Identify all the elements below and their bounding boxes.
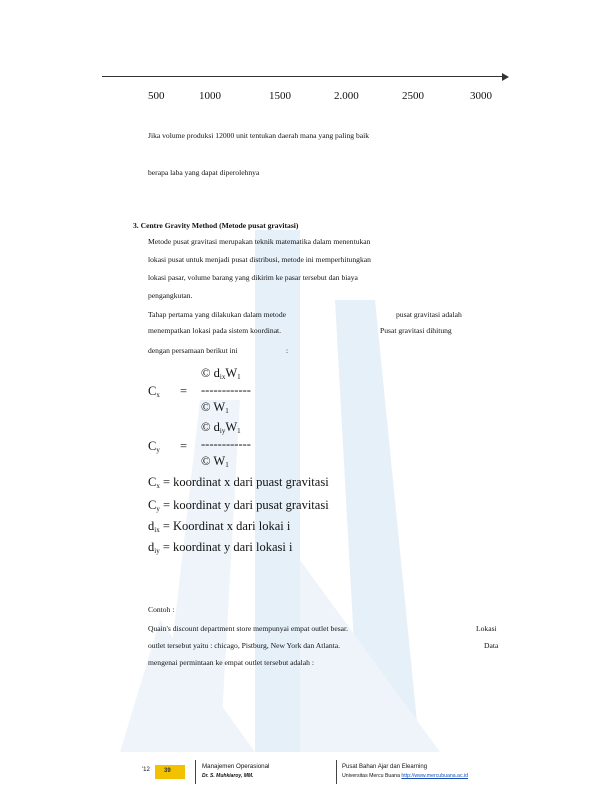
paragraph-colon: : (286, 346, 289, 355)
formula-cx-numerator: © $d_{ix}W_1$ (201, 366, 241, 381)
footer-university-line: Universitas Mercu Buana http://www.mercubuana.ac.id (342, 773, 469, 779)
footer-divider (195, 760, 196, 784)
intro-line: Jika volume produksi 12000 unit tentukan daerah mana yang paling baik (148, 131, 370, 140)
footer-code: '12 (142, 767, 150, 773)
formula-cy-numerator: © $d_{iy}W_1$ (201, 420, 241, 435)
example-line: Quain's discount department store mempunyai empat outlet besar. (148, 624, 349, 633)
example-line: Data (484, 641, 499, 650)
paragraph-line: lokasi pusat untuk menjadi pusat distribusi, metode ini memperhitungkan (148, 255, 371, 264)
definition-line: $d_{ix}$ = Koordinat x dari lokai i (148, 519, 291, 534)
axis-tick: 2500 (402, 90, 424, 102)
example-line: Lokasi (476, 624, 497, 633)
paragraph-line: Tahap pertama yang dilakukan dalam metode (148, 310, 286, 319)
formula-cx-variable: $C_x$ (148, 384, 160, 399)
footer-center-name: Pusat Bahan Ajar dan Elearning (342, 764, 428, 770)
formula-equals: = (180, 384, 188, 398)
axis-tick: 500 (148, 90, 165, 102)
footer-course: Manajemen Operasional (202, 763, 270, 770)
axis-tick: 3000 (470, 90, 492, 102)
formula-cy-variable: $C_y$ (148, 439, 160, 454)
definition-line: $C_x$ = koordinat x dari puast gravitasi (148, 475, 329, 490)
axis-tick: 1500 (269, 90, 291, 102)
paragraph-line: Pusat gravitasi dihitung (380, 326, 452, 335)
section-heading: 3. Centre Gravity Method (Metode pusat gravitasi) (133, 221, 299, 230)
definition-line: $d_{iy}$ = koordinat y dari lokasi i (148, 540, 293, 555)
axis-tick: 1000 (199, 90, 221, 102)
paragraph-line: pengangkutan. (148, 291, 193, 300)
intro-line: berapa laba yang dapat diperolehnya (148, 168, 260, 177)
example-label: Contoh : (148, 605, 175, 614)
axis-tick: 2.000 (334, 90, 359, 102)
paragraph-line: Metode pusat gravitasi merupakan teknik matematika dalam menentukan (148, 237, 371, 246)
formula-cy-fraction-bar: ------------ (201, 437, 251, 451)
axis-line (102, 76, 506, 77)
formula-equals: = (180, 439, 188, 453)
paragraph-line: menempatkan lokasi pada sistem koordinat. (148, 326, 282, 335)
example-line: outlet tersebut yaitu : chicago, Pistburg, New York dan Atlanta. (148, 641, 340, 650)
footer-url-link[interactable]: http://www.mercubuana.ac.id (401, 773, 469, 779)
formula-cx-fraction-bar: ------------ (201, 383, 251, 397)
footer-author: Dr. S. Muhkiaroy, MM. (202, 773, 254, 779)
axis-arrow-icon (502, 73, 509, 81)
paragraph-line: dengan persamaan berikut ini (148, 346, 238, 355)
paragraph-line: pusat gravitasi adalah (396, 310, 462, 319)
formula-cx-denominator: © $W_1$ (201, 400, 229, 415)
paragraph-line: lokasi pasar, volume barang yang dikirim ke pasar tersebut dan biaya (148, 273, 358, 282)
footer-divider (336, 760, 337, 784)
definition-line: $C_y$ = koordinat y dari pusat gravitasi (148, 498, 329, 513)
example-line: mengenai permintaan ke empat outlet tersebut adalah : (148, 658, 314, 667)
footer-page-number: 39 (164, 768, 171, 774)
formula-cy-denominator: © $W_1$ (201, 454, 229, 469)
